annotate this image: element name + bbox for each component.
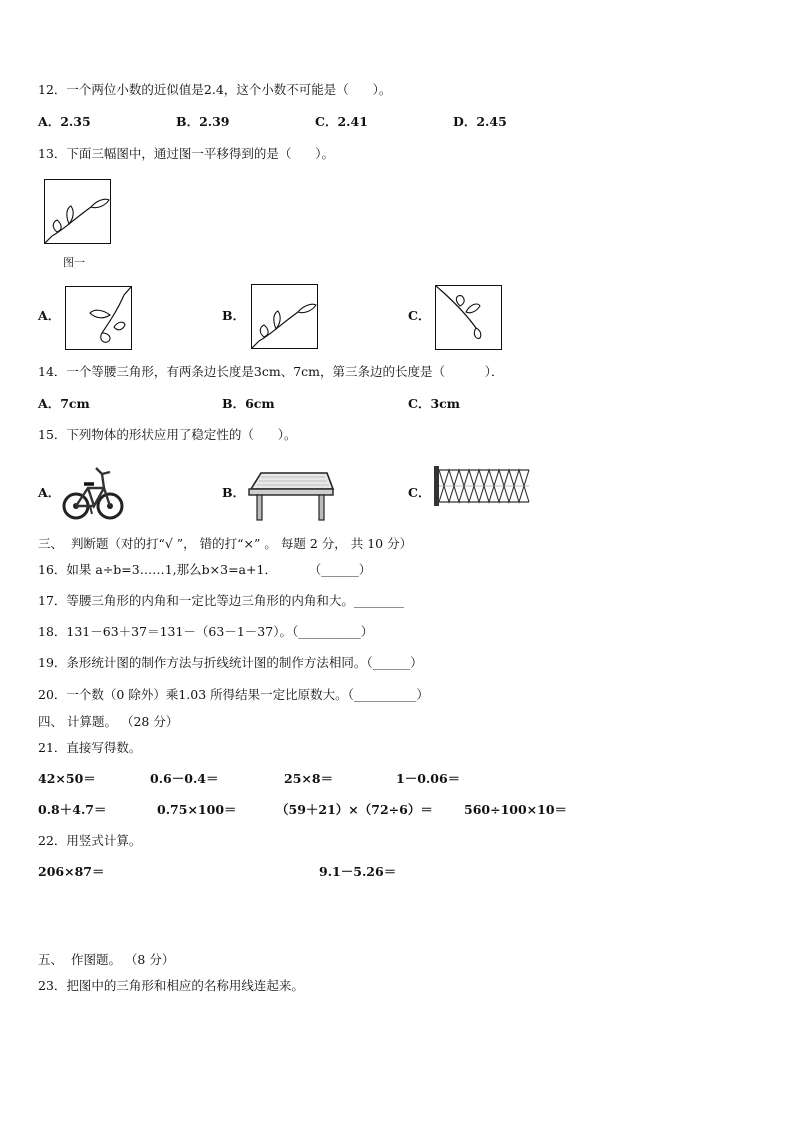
q22-stem: 22．用竖式计算。	[38, 833, 142, 848]
q15-option-b-label[interactable]: B．	[222, 485, 246, 500]
q16-text: 16．如果 a÷b=3……1,那么b×3=a+1． （______）	[38, 562, 372, 577]
q20-text: 20．一个数（0 除外）乘1.03 所得结果一定比原数大。（__________）	[38, 687, 429, 702]
q21-r1-item4: 1－0.06＝	[396, 771, 461, 786]
q18-text: 18．131－63＋37＝131－（63－1－37）。（__________）	[38, 624, 374, 639]
q14-stem: 14．一个等腰三角形，有两条边长度是3cm、7cm，第三条边的长度是（ ）．	[38, 364, 504, 379]
table-picture[interactable]	[247, 467, 335, 522]
q12-stem: 12．一个两位小数的近似值是2.4，这个小数不可能是（ ）。	[38, 82, 392, 97]
q13-stem: 13．下面三幅图中，通过图一平移得到的是（ ）。	[38, 146, 334, 161]
q22-item2: 9.1－5.26＝	[319, 864, 397, 879]
figure-one-box	[44, 179, 111, 244]
q21-r2-item1: 0.8＋4.7＝	[38, 802, 107, 817]
section-3-heading: 三、 判断题（对的打“√ ”， 错的打“×” 。 每题 2 分， 共 10 分）	[38, 536, 413, 551]
q15-option-c-label[interactable]: C．	[408, 485, 431, 500]
q22-item1: 206×87＝	[38, 864, 105, 879]
q13-option-a-figure[interactable]	[65, 286, 132, 350]
q13-option-b-label[interactable]: B．	[222, 308, 246, 323]
q17-text: 17．等腰三角形的内角和一定比等边三角形的内角和大。________	[38, 593, 404, 608]
q21-r1-item3: 25×8＝	[284, 771, 334, 786]
q13-option-c-figure[interactable]	[435, 285, 502, 350]
q21-r1-item2: 0.6－0.4＝	[150, 771, 219, 786]
q15-stem: 15．下列物体的形状应用了稳定性的（ ）。	[38, 427, 297, 442]
q14-option-a[interactable]: A．7cm	[38, 396, 90, 411]
branch-flipped-icon	[66, 287, 131, 349]
expandable-gate-picture[interactable]	[434, 466, 530, 506]
figure-one-caption: 图一	[63, 256, 85, 269]
section-4-heading: 四、 计算题。 （28 分）	[38, 714, 179, 729]
q21-r2-item4: 560÷100×10＝	[464, 802, 568, 817]
q21-stem: 21．直接写得数。	[38, 740, 142, 755]
q12-option-a[interactable]: A．2.35	[38, 114, 91, 129]
q14-option-c[interactable]: C．3cm	[408, 396, 460, 411]
q12-option-b[interactable]: B．2.39	[176, 114, 230, 129]
q15-option-a-label[interactable]: A．	[38, 485, 61, 500]
branch-figure-one-icon	[45, 180, 110, 243]
q12-option-c[interactable]: C．2.41	[315, 114, 368, 129]
q13-option-c-label[interactable]: C．	[408, 308, 431, 323]
q13-option-a-label[interactable]: A．	[38, 308, 61, 323]
q13-option-b-figure[interactable]	[251, 284, 318, 349]
q14-option-b[interactable]: B．6cm	[222, 396, 275, 411]
branch-rotated-icon	[436, 286, 501, 349]
q21-r1-item1: 42×50＝	[38, 771, 96, 786]
section-5-heading: 五、 作图题。 （8 分）	[38, 952, 175, 967]
q23-stem: 23．把图中的三角形和相应的名称用线连起来。	[38, 978, 304, 993]
bicycle-picture[interactable]	[62, 460, 124, 522]
branch-translated-icon	[252, 285, 317, 348]
q21-r2-item3: （59＋21）×（72÷6）＝	[276, 802, 433, 817]
q12-option-d[interactable]: D．2.45	[453, 114, 507, 129]
q19-text: 19．条形统计图的制作方法与折线统计图的制作方法相同。（______）	[38, 655, 423, 670]
q21-r2-item2: 0.75×100＝	[157, 802, 237, 817]
